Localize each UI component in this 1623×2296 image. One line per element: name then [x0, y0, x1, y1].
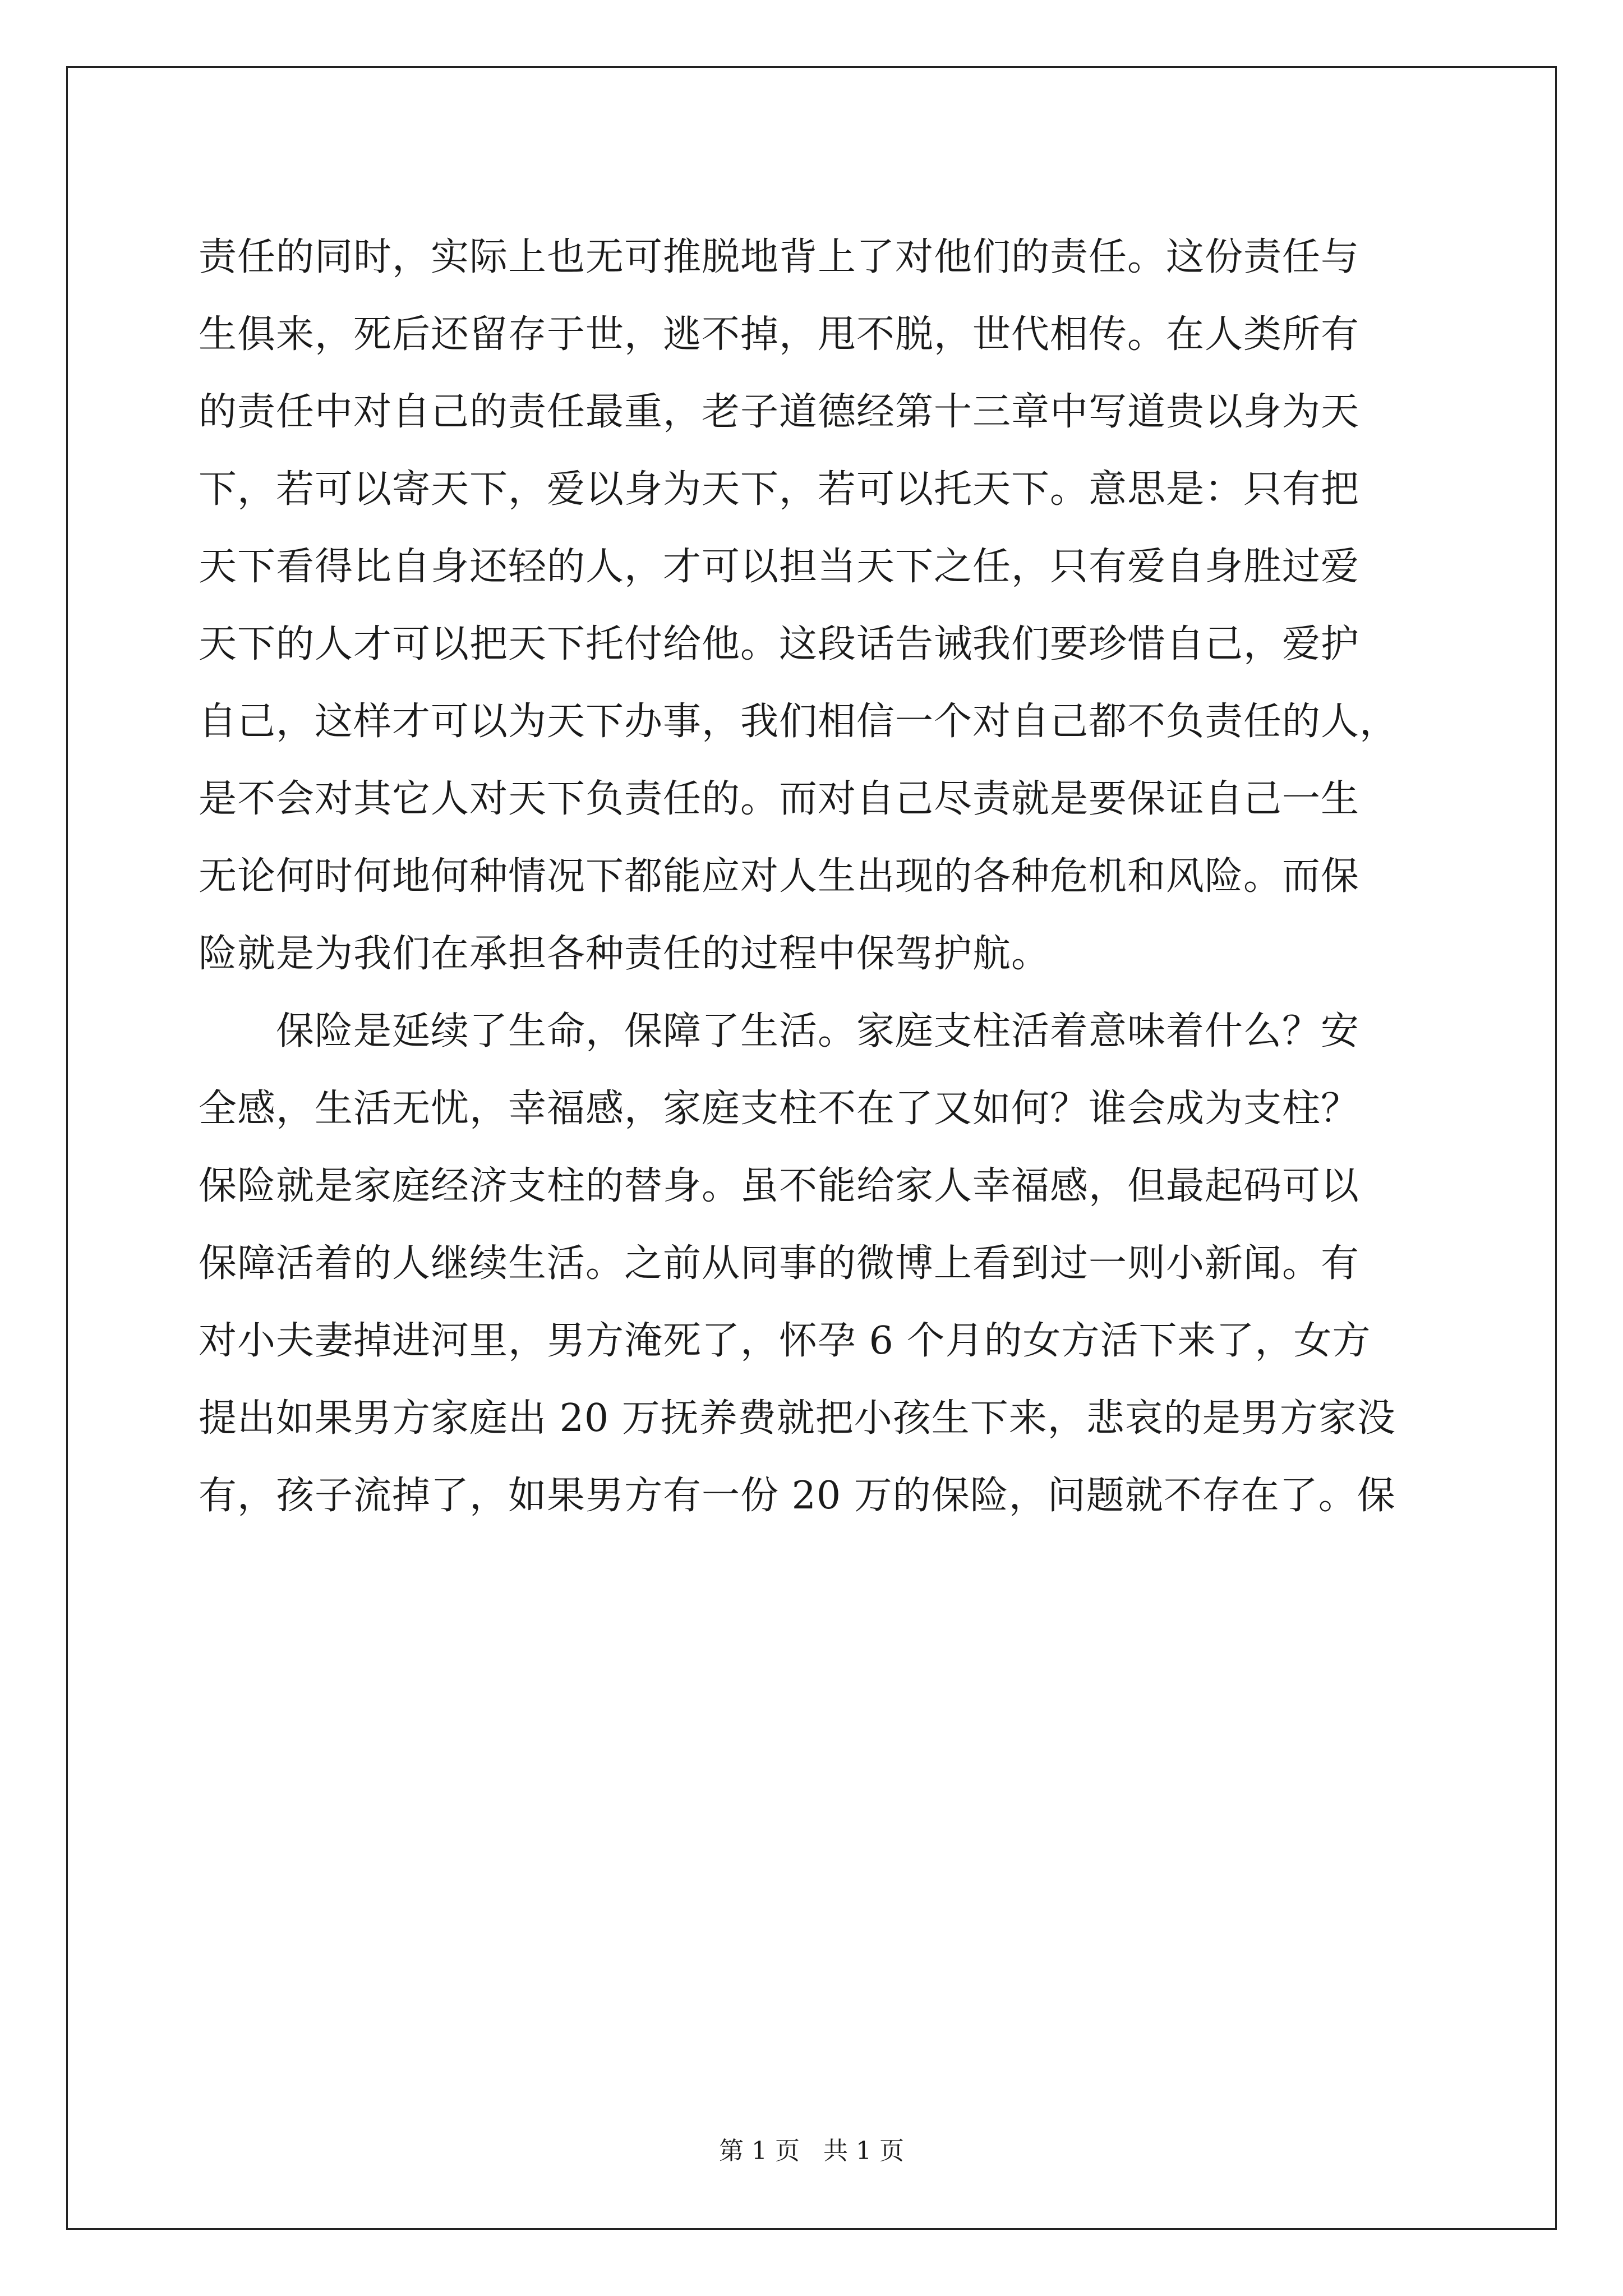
text-line: 保险是延续了生命，保障了生活。家庭支柱活着意味着什么？安 — [199, 1009, 1360, 1053]
text-line: 下，若可以寄天下，爱以身为天下，若可以托天下。意思是：只有把 — [199, 467, 1360, 512]
text-line: 提出如果男方家庭出 20 万抚养费就把小孩生下来，悲哀的是男方家没 — [199, 1396, 1396, 1441]
text-line: 生俱来，死后还留存于世，逃不掉，甩不脱，世代相传。在人类所有 — [199, 312, 1360, 357]
page-number: 第 1 页 — [719, 2137, 800, 2165]
page-total: 共 1 页 — [823, 2137, 904, 2165]
text-line: 全感，生活无忧，幸福感，家庭支柱不在了又如何？谁会成为支柱？ — [199, 1087, 1360, 1131]
text-line: 的责任中对自己的责任最重，老子道德经第十三章中写道贵以身为天 — [199, 390, 1360, 434]
text-line: 天下看得比自身还轻的人，才可以担当天下之任，只有爱自身胜过爱 — [199, 545, 1360, 589]
text-line: 保险就是家庭经济支柱的替身。虽不能给家人幸福感，但最起码可以 — [199, 1164, 1360, 1208]
text-line: 保障活着的人继续生活。之前从同事的微博上看到过一则小新闻。有 — [199, 1241, 1360, 1286]
page-footer — [0, 2134, 1623, 2168]
text-line: 对小夫妻掉进河里，男方淹死了，怀孕 6 个月的女方活下来了，女方 — [199, 1319, 1371, 1363]
text-line: 自己，这样才可以为天下办事，我们相信一个对自己都不负责任的人， — [199, 700, 1399, 744]
text-line: 有，孩子流掉了，如果男方有一份 20 万的保险，问题就不存在了。保 — [199, 1474, 1396, 1518]
document-body — [199, 219, 1432, 1535]
text-line: 险就是为我们在承担各种责任的过程中保驾护航。 — [199, 932, 1050, 976]
text-line: 天下的人才可以把天下托付给他。这段话告诫我们要珍惜自己，爱护 — [199, 622, 1360, 666]
text-line: 责任的同时，实际上也无可推脱地背上了对他们的责任。这份责任与 — [199, 235, 1360, 279]
text-line: 是不会对其它人对天下负责任的。而对自己尽责就是要保证自己一生 — [199, 777, 1360, 821]
text-line: 无论何时何地何种情况下都能应对人生出现的各种危机和风险。而保 — [199, 854, 1360, 899]
